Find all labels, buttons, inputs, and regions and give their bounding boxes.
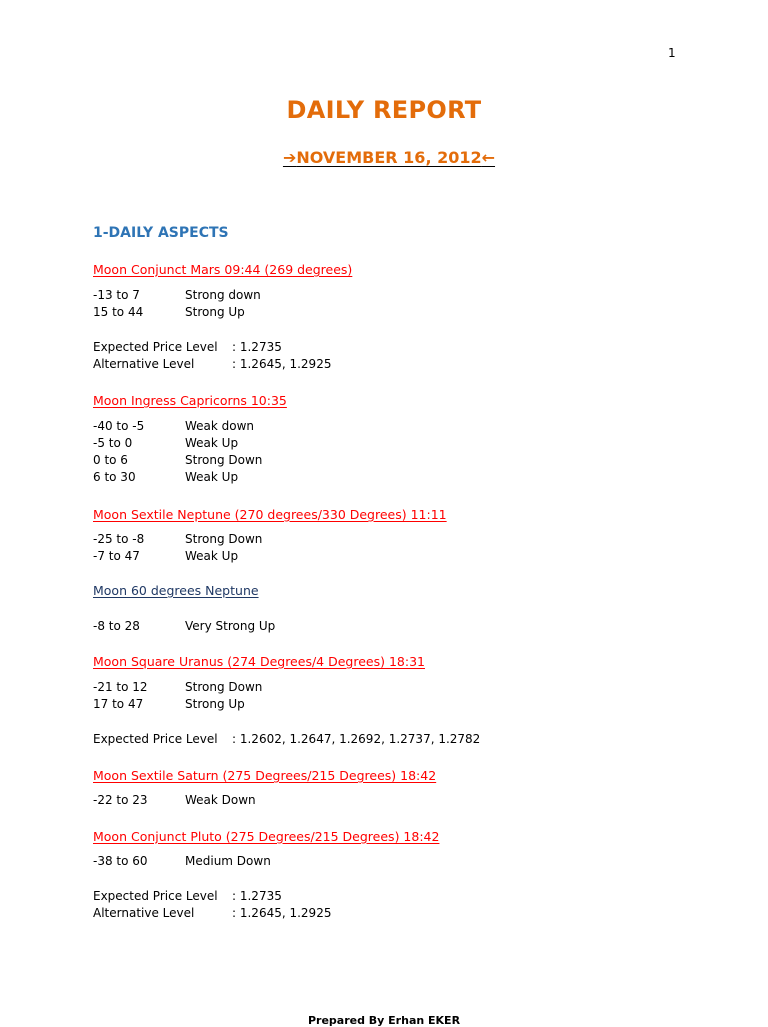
level-value: : 1.2735 (232, 340, 282, 354)
level-value: : 1.2735 (232, 889, 282, 903)
aspect-row (93, 532, 263, 546)
page-number: 1 (668, 46, 676, 60)
level-row (93, 889, 282, 903)
signal: Strong Down (185, 680, 263, 694)
signal: Weak Up (185, 470, 239, 484)
range: -5 to 0 (93, 436, 133, 450)
signal: Very Strong Up (185, 619, 276, 633)
section-title: 1-DAILY ASPECTS (93, 225, 229, 241)
aspect-row (93, 419, 255, 433)
aspect-heading: Moon Conjunct Mars 09:44 (269 degrees) (93, 262, 353, 277)
aspect-heading: Moon 60 degrees Neptune (93, 583, 259, 598)
range: -22 to 23 (93, 793, 148, 807)
aspect-row (93, 697, 245, 711)
level-row (93, 732, 481, 746)
range: -40 to -5 (93, 419, 145, 433)
range: -38 to 60 (93, 854, 148, 868)
level-value: : 1.2602, 1.2647, 1.2692, 1.2737, 1.2782 (232, 732, 481, 746)
range: -21 to 12 (93, 680, 148, 694)
level-value: : 1.2645, 1.2925 (232, 357, 332, 371)
level-value: : 1.2645, 1.2925 (232, 906, 332, 920)
aspect-row (93, 549, 239, 563)
signal: Strong Up (185, 305, 245, 319)
level-row (93, 340, 282, 354)
range: -7 to 47 (93, 549, 140, 563)
level-label: Expected Price Level (93, 889, 218, 903)
aspect-row (93, 305, 245, 319)
signal: Medium Down (185, 854, 271, 868)
aspect-heading: Moon Ingress Capricorns 10:35 (93, 393, 287, 408)
aspect-row (93, 288, 261, 302)
range: -13 to 7 (93, 288, 140, 302)
level-label: Expected Price Level (93, 340, 218, 354)
signal: Weak Up (185, 549, 239, 563)
footer-prepared-by: Prepared By Erhan EKER (307, 1014, 461, 1027)
level-label: Alternative Level (93, 906, 195, 920)
signal: Weak down (185, 419, 255, 433)
aspect-row (93, 854, 271, 868)
level-row (93, 357, 332, 371)
level-label: Expected Price Level (93, 732, 218, 746)
signal: Strong Down (185, 532, 263, 546)
aspect-row (93, 470, 239, 484)
range: 15 to 44 (93, 305, 144, 319)
range: 6 to 30 (93, 470, 136, 484)
aspect-row (93, 619, 276, 633)
signal: Weak Up (185, 436, 239, 450)
level-row (93, 906, 332, 920)
level-label: Alternative Level (93, 357, 195, 371)
right-arrow-icon: ➔ (282, 148, 297, 167)
range: -25 to -8 (93, 532, 145, 546)
range: 0 to 6 (93, 453, 128, 467)
aspect-heading: Moon Conjunct Pluto (275 Degrees/215 Degrees) 18:42 (93, 829, 440, 844)
report-date (0, 148, 768, 167)
left-arrow-icon: ← (481, 148, 496, 167)
range: 17 to 47 (93, 697, 144, 711)
aspect-heading: Moon Sextile Neptune (270 degrees/330 Degrees) 11:11 (93, 507, 447, 522)
signal: Strong Down (185, 453, 263, 467)
report-title: DAILY REPORT (286, 96, 482, 124)
aspect-row (93, 680, 263, 694)
aspect-heading: Moon Square Uranus (274 Degrees/4 Degrees) 18:31 (93, 654, 425, 669)
signal: Strong Up (185, 697, 245, 711)
signal: Strong down (185, 288, 261, 302)
aspect-row (93, 793, 256, 807)
aspect-heading: Moon Sextile Saturn (275 Degrees/215 Degrees) 18:42 (93, 768, 437, 783)
aspect-row (93, 453, 263, 467)
range: -8 to 28 (93, 619, 140, 633)
aspect-row (93, 436, 239, 450)
report-date-text: NOVEMBER 16, 2012 (296, 148, 482, 167)
signal: Weak Down (185, 793, 256, 807)
